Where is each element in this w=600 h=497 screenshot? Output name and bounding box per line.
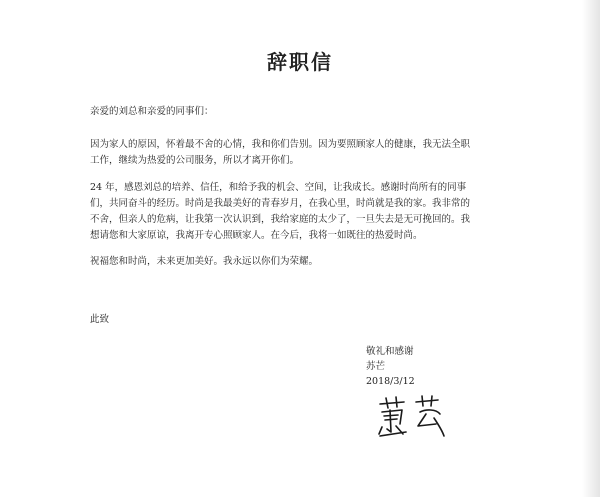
- letter-greeting: 亲爱的刘总和亲爱的同事们：: [90, 106, 214, 117]
- sign-name: 苏芒: [366, 361, 386, 372]
- sign-block: [366, 344, 415, 389]
- closing-word: 此致: [90, 314, 110, 325]
- paragraph-line: 不舍，但亲人的危病，让我第一次认识到，我给家庭的太少了，一旦失去是无可挽回的。我: [90, 214, 471, 225]
- letter-title: 辞职信: [267, 50, 333, 74]
- handwritten-signature: [376, 394, 448, 442]
- sign-date: 2018/3/12: [366, 376, 415, 387]
- paragraph-line: 们，共同奋斗的经历。时尚是我最美好的青春岁月，在我心里，时尚就是我的家。我非常的: [90, 198, 471, 209]
- paragraph-1: [90, 137, 512, 169]
- paragraph-line: 祝福您和时尚，未来更加美好。我永远以你们为荣耀。: [90, 256, 319, 267]
- paragraph-line: 想请您和大家原谅，我离开专心照顾家人。在今后，我将一如既往的热爱时尚。: [90, 230, 423, 241]
- sign-salutation: 敬礼和感谢: [366, 346, 414, 357]
- paragraph-line: 24 年，感恩刘总的培养、信任，和给予我的机会、空间，让我成长。感谢时尚所有的同事: [90, 182, 467, 193]
- paragraph-2: [90, 180, 512, 244]
- paragraph-line: 工作，继续为热爱的公司服务，所以才离开你们。: [90, 155, 300, 166]
- paragraph-line: 因为家人的原因，怀着最不舍的心情，我和你们告别。因为要照顾家人的健康，我无法全职: [90, 139, 471, 150]
- paragraph-3: [90, 254, 512, 270]
